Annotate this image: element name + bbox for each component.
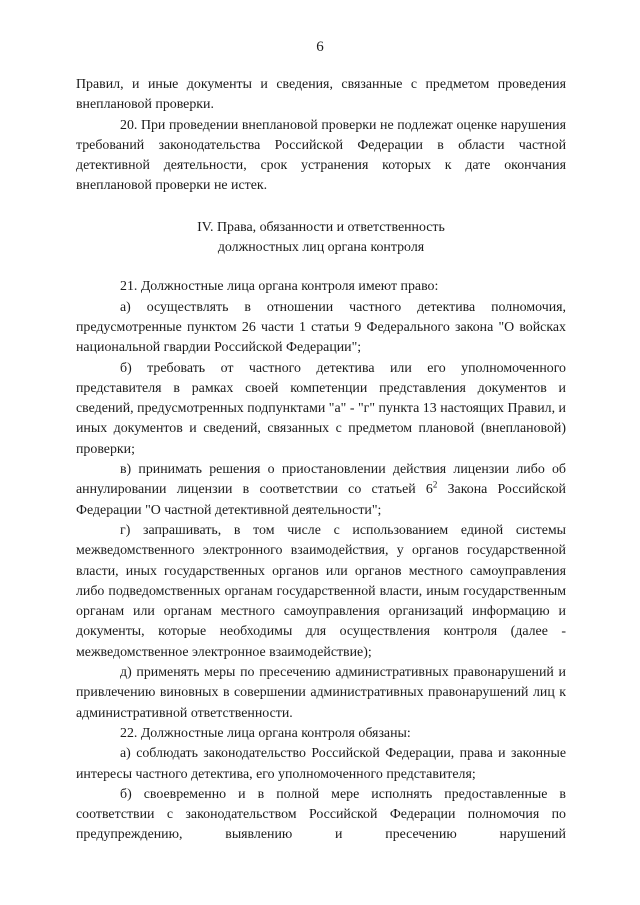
paragraph-21-v-superscript: 2 [432, 479, 438, 490]
paragraph-22-a: а) соблюдать законодательство Российской Федерации, права и законные интересы частного детектива, его уполномоченного представителя; [76, 746, 566, 782]
paragraph-continuation: Правил, и иные документы и сведения, связанные с предметом проведения внеплановой проверки. [76, 77, 566, 113]
paragraph-22: 22. Должностные лица органа контроля обязаны: [120, 725, 411, 741]
paragraph-21-v [76, 460, 566, 521]
paragraph-21-a: а) осуществлять в отношении частного детектива полномочия, предусмотренные пунктом 26 части 1 статьи 9 Федерального закона "О войсках национальной гвардии Российской Федерации"; [76, 299, 566, 356]
paragraph-21-d: д) применять меры по пресечению административных правонарушений и привлечению виновных в совершении административных правонарушений лиц к административной ответственности. [76, 665, 566, 721]
paragraph-20: 20. При проведении внеплановой проверки не подлежат оценке нарушения требований законодательства Российской Федерации в области частной детективной деятельности, срок устранения которых к дате окончания внеплановой проверки не истек. [76, 117, 566, 194]
paragraph-21-v-text-before: в) принимать решения о приостановлении действия лицензии либо об аннулировании лицензии в соответствии со статьей 6 [76, 462, 566, 498]
paragraph-22-b: б) своевременно и в полной мере исполнять предоставленные в соответствии с законодательством Российской Федерации полномочия по предупреждению, выявлению и пресечению нарушений [76, 786, 566, 843]
paragraph-21-b: б) требовать от частного детектива или его уполномоченного представителя в рамках своей компетенции представления документов и сведений, предусмотренных подпунктами "а" - "г" пункта 13 настоящих Правил, и иных документов и сведений, связанных с предметом плановой (внеплановой) проверки; [76, 360, 566, 457]
paragraph-21: 21. Должностные лица органа контроля имеют право: [120, 279, 439, 295]
section-heading-line-1: IV. Права, обязанности и ответственность [197, 219, 445, 235]
section-heading-line-2: должностных лиц органа контроля [217, 240, 425, 256]
paragraph-21-g: г) запрашивать, в том числе с использованием единой системы межведомственного электронного взаимодействия, у органов государственной власти, иных государственных органов или органов местного самоуправления либо подведомственных органам государственной власти, иным государственным органам или органам местного самоуправления организаций информацию и документы, которые необходимы для осуществления контроля (далее - межведомственное электронное взаимодействие); [76, 522, 566, 660]
paragraph-21-v-text-after: Закона Российской Федерации "О частной детективной деятельности"; [76, 482, 566, 518]
section-heading [76, 218, 566, 259]
page-number: 6 [316, 39, 324, 55]
page-body [76, 75, 566, 846]
